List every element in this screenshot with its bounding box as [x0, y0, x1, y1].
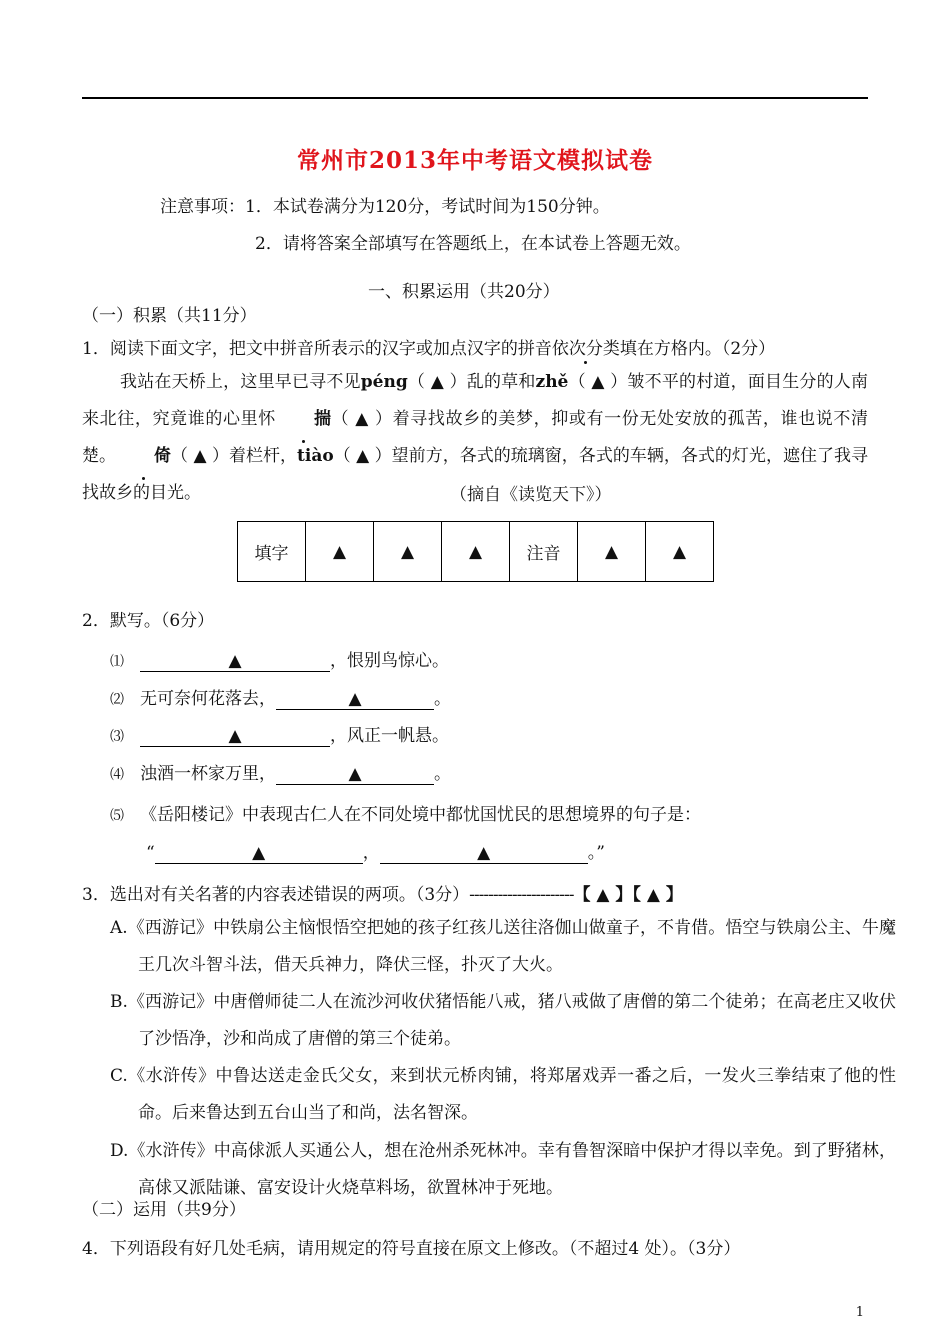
- recitation-item-4: ⑷ 浊酒一杯家万里， ▲ 。: [110, 764, 451, 784]
- answer-cell: ▲: [374, 522, 442, 582]
- dotted-char-chuai: 揣: [276, 401, 331, 438]
- subsection-heading-1: （一）积累（共11分）: [82, 306, 257, 326]
- exam-title: 常州市2013年中考语文模拟试卷: [296, 147, 653, 174]
- fill-blank: ▲: [276, 689, 434, 710]
- recitation-item-2: ⑵ 无可奈何花落去， ▲ 。: [110, 689, 451, 709]
- q1-passage: 我站在天桥上，这里早已寻不见péng（ ▲ ）乱的草和zhě（ ▲ ）皱不平的村道，面目生分的人南来北往，究竟谁的心里怀 揣（ ▲ ）着寻找故乡的美梦，抑或有一份无处安放的孤苦，谁也说不清楚。 倚（ ▲ ）着栏杆，tiào（ ▲ ）望前方，各式的琉璃窗，各式的车辆，各式的灯光，遮住了我寻找故乡的目光。: [82, 372, 868, 503]
- recitation-item-3: ⑶ ▲ ，风正一帆悬。: [110, 726, 449, 746]
- pinyin-zhe: zhě: [535, 372, 569, 392]
- q4-stem: 4．下列语段有好几处毛病，请用规定的符号直接在原文上修改。（不超过4 处）。（3分）: [82, 1239, 741, 1259]
- notice-line-2: 2．请将答案全部填写在答题纸上，在本试卷上答题无效。: [255, 234, 691, 254]
- fill-blank: ▲: [276, 764, 434, 785]
- q3-option-a: A.《西游记》中铁扇公主恼恨悟空把她的孩子红孩儿送往洛伽山做童子，不肯借。悟空与铁扇公主、牛魔王几次斗智斗法，借天兵神力，降伏三怪，扑灭了大火。: [110, 918, 896, 975]
- answer-cell: ▲: [306, 522, 374, 582]
- recitation-item-1: ⑴ ▲ ，恨别鸟惊心。: [110, 651, 449, 671]
- pinyin-tiao: tiào: [297, 446, 334, 466]
- pinyin-peng: péng: [360, 372, 408, 392]
- fill-blank: ▲: [380, 843, 588, 864]
- subsection-heading-2: （二）运用（共9分）: [82, 1200, 246, 1220]
- fill-blank: ▲: [155, 843, 363, 864]
- q3-option-c: C.《水浒传》中鲁达送走金氏父女，来到状元桥肉铺，将郑屠戏弄一番之后，一发火三拳结束了他的性命。后来鲁达到五台山当了和尚，法名智深。: [110, 1066, 896, 1123]
- section-heading: 一、积累运用（共20分）: [368, 282, 560, 302]
- answer-table: [237, 521, 714, 582]
- q1-source: （摘自《读览天下》）: [450, 485, 612, 505]
- table-label-pinyin: 注音: [510, 522, 578, 582]
- page-number: 1: [855, 1305, 864, 1320]
- recitation-item-5: ⑸ 《岳阳楼记》中表现古仁人在不同处境中都忧国忧民的思想境界的句子是：: [110, 805, 701, 825]
- notice-line-1: 注意事项：1．本试卷满分为120分，考试时间为150分钟。: [160, 197, 610, 217]
- answer-cell: ▲: [646, 522, 714, 582]
- table-label-fill: 填字: [238, 522, 306, 582]
- q3-option-b: B.《西游记》中唐僧师徒二人在流沙河收伏猪悟能八戒，猪八戒做了唐僧的第二个徒弟；在高老庄又收伏了沙悟净，沙和尚成了唐僧的第三个徒弟。: [110, 992, 896, 1049]
- answer-cell: ▲: [578, 522, 646, 582]
- header-rule: [82, 97, 868, 99]
- answer-cell: ▲: [442, 522, 510, 582]
- dotted-char-yi: 倚: [116, 438, 171, 475]
- fill-blank: ▲: [140, 726, 330, 747]
- q1-stem: 1．阅读下面文字，把文中拼音所表示的汉字或加点汉字的拼音依次分类填在方格内。（2分）: [82, 334, 775, 359]
- q2-stem: 2．默写。（6分）: [82, 611, 215, 631]
- fill-blank: ▲: [140, 651, 330, 672]
- q3-stem: 3．选出对有关名著的内容表述错误的两项。（3分）----------------------【 ▲ 】【 ▲ 】: [82, 885, 683, 905]
- dotted-text: 依次分类: [552, 334, 620, 359]
- recitation-item-5-answer: “ ▲ ， ▲ 。”: [146, 843, 605, 863]
- q3-option-d: D.《水浒传》中高俅派人买通公人，想在沧州杀死林冲。幸有鲁智深暗中保护才得以幸免。到了野猪林，高俅又派陆谦、富安设计火烧草料场，欲置林冲于死地。: [110, 1141, 896, 1198]
- answer-brackets: 【 ▲ 】【 ▲ 】: [573, 885, 683, 905]
